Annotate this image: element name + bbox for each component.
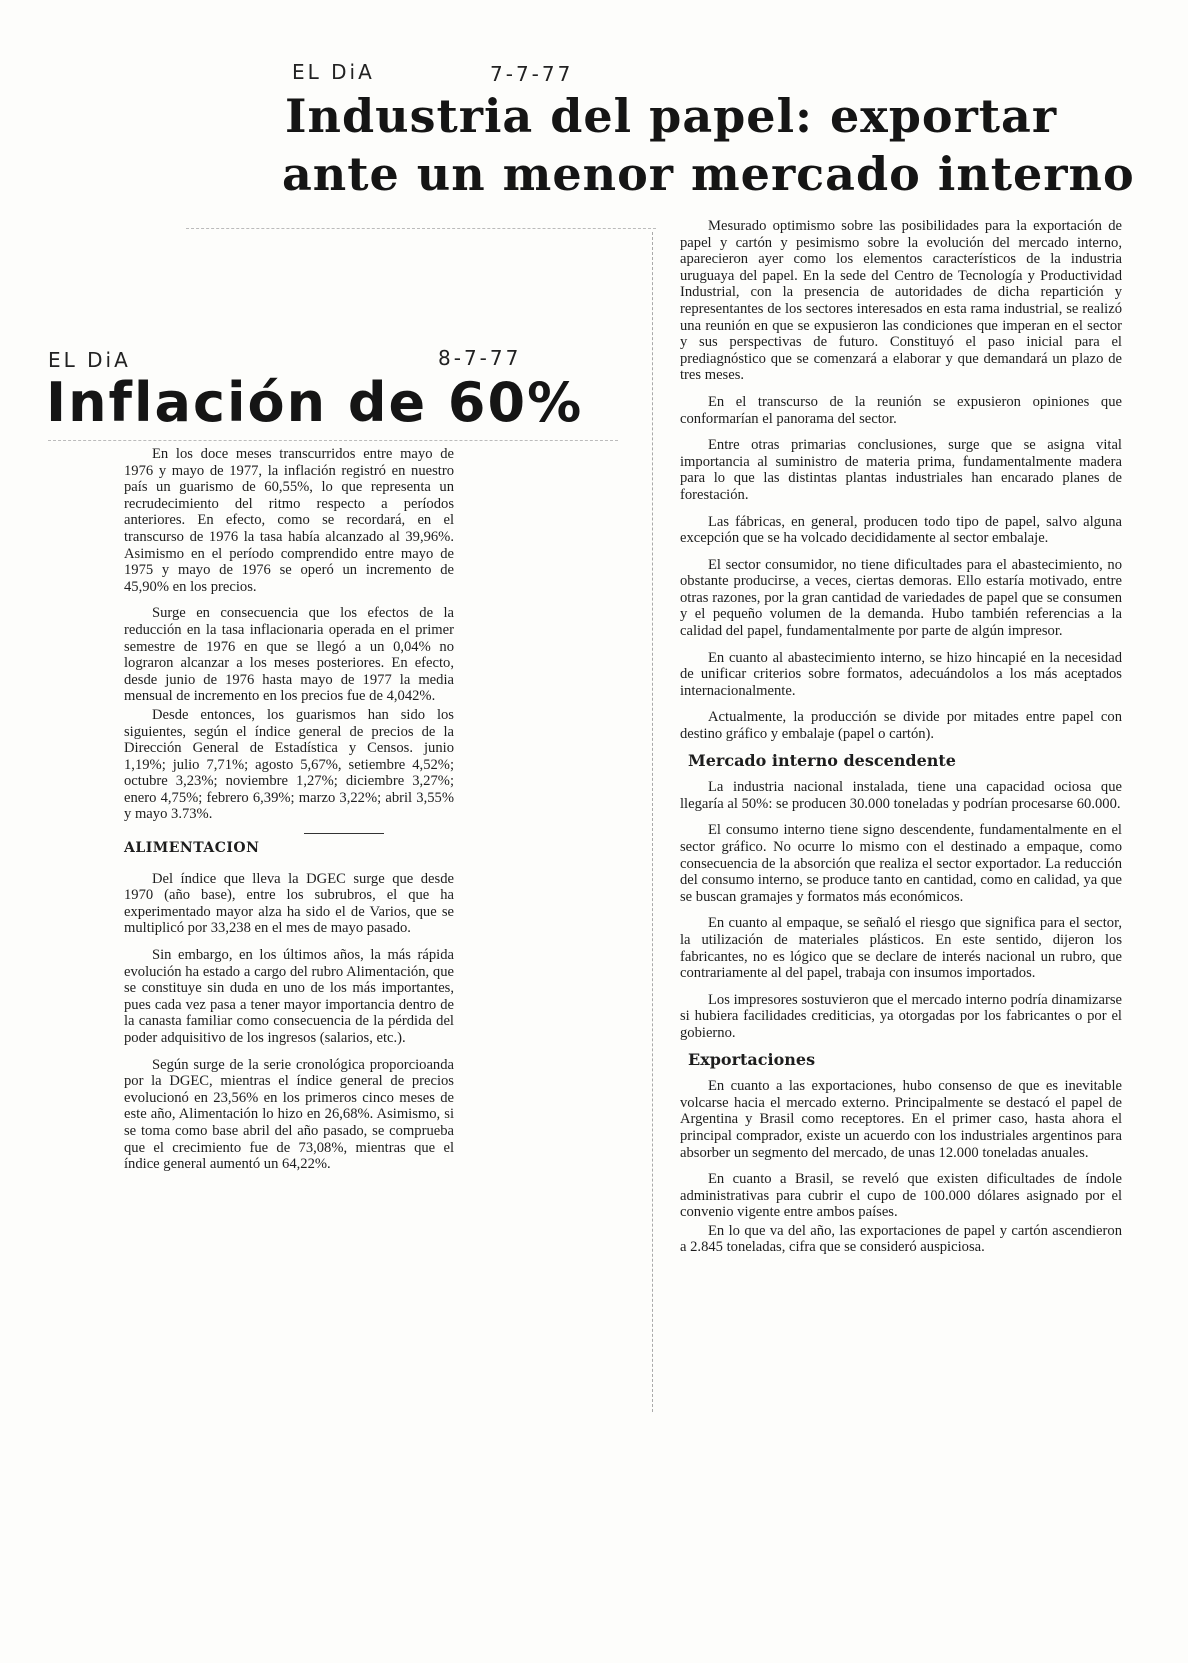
article-2-paragraph: Surge en consecuencia que los efectos de la reducción en la tasa inflacionaria operada en el primer semestre de 1976 en que se llegó a un 0,04% no lograron alcanzar a los meses posteriores. En efecto, desde junio de 1976 hasta mayo de 1977 la media mensual de incremento en los precios fue de 4,042%.: [124, 605, 454, 705]
subhead-exportaciones: Exportaciones: [688, 1049, 816, 1069]
article-2-paragraph: Desde entonces, los guarismos han sido los siguientes, según el índice general de precios de la Dirección General de Estadística y Censos. junio 1,19%; julio 7,71%; agosto 5,67%, setiembre 4,52%; octubre 3,23%; noviembre 1,27%; diciembre 3,27%; enero 4,75%; febrero 6,39%; marzo 3,22%; abril 3,55% y mayo 3.73%.: [124, 706, 454, 823]
clipping-edge: [186, 228, 656, 229]
article-2-paragraph: En los doce meses transcurridos entre mayo de 1976 y mayo de 1977, la inflación registró en nuestro país un guarismo de 60,55%, lo que representa un recrudecimiento del ritmo respecto a períodos anteriores. En efecto, como se recordará, en el transcurso de 1976 la tasa había alcanzado al 39,96%. Asimismo en el período comprendido entre mayo de 1975 y mayo de 1976 se operó un incremento de 45,90% en los precios.: [124, 446, 454, 595]
date-label-2: 8-7-77: [438, 346, 522, 370]
divider: [304, 833, 384, 834]
article-1-title-line-1: Industria del papel: exportar: [285, 89, 1058, 143]
title-underline: [48, 440, 618, 441]
source-label-el-dia-2: EL DiA: [48, 348, 131, 372]
article-2-column: [124, 446, 454, 1183]
mercado-paragraph: El consumo interno tiene signo descendente, fundamentalmente en el sector gráfico. No ocurre lo mismo con el destinado a empaque, como consecuencia de la absorción que realiza el sector exportador. La reducción del consumo interno, se produce tanto en cantidad, como en calidad, ya que se buscan gramajes y formatos más económicos.: [680, 822, 1122, 905]
article-1-paragraph: Mesurado optimismo sobre las posibilidades para la exportación de papel y cartón y pesimismo sobre la evolución del mercado interno, aparecieron ayer como los elementos característicos de la industria uruguaya del papel. En la sede del Centro de Tecnología y Productividad Industrial, con la presencia de autoridades de dicha repartición y representantes de los sectores interesados en esta rama industrial, se realizó una reunión en que se expusieron las condiciones que imperan en el sector y sus perspectivas de futuro. Constituyó el paso inicial para el prediagnóstico que se comenzará a elaborar y que demandará un plazo de tres meses.: [680, 218, 1122, 384]
alimentacion-paragraph: Según surge de la serie cronológica proporcioanda por la DGEC, mientras el índice general de precios evolucionó en 23,56% en los primeros cinco meses de este año, Alimentación lo hizo en 26,68%. Asimismo, si se toma como base abril del año pasado, se comprueba que el crecimiento fue de 73,08%, mientras que el índice general aumentó un 64,22%.: [124, 1056, 454, 1173]
article-1-paragraph: El sector consumidor, no tiene dificultades para el abastecimiento, no obstante producirse, a veces, ciertas demoras. Ello estaría motivado, entre otras razones, por la gran cantidad de variedades de papel que se consumen y el pequeño volumen de la demanda. Hubo también referencias a la calidad del papel, fundamentalmente por parte de algún impresor.: [680, 556, 1122, 640]
article-2-title: Inflación de 60%: [46, 371, 584, 434]
mercado-paragraph: La industria nacional instalada, tiene una capacidad ociosa que llegaría al 50%: se producen 30.000 toneladas y podrían procesarse 60.000.: [680, 779, 1122, 812]
article-1-paragraph: En cuanto al abastecimiento interno, se hizo hincapié en la necesidad de unificar criterios sobre formatos, adecuándolos a los más aceptados internacionalmente.: [680, 649, 1122, 699]
subhead-mercado-interno: Mercado interno descendente: [688, 750, 956, 770]
export-paragraph: En lo que va del año, las exportaciones de papel y cartón ascendieron a 2.845 toneladas, cifra que se consideró auspiciosa.: [680, 1222, 1122, 1256]
date-label-1: 7-7-77: [490, 62, 574, 86]
source-label-el-dia-1: EL DiA: [292, 60, 375, 84]
mercado-paragraph: Los impresores sostuvieron que el mercado interno podría dinamizarse si hubiera facilidades crediticias, ya otorgadas por los fabricantes o por el gobierno.: [680, 991, 1122, 1041]
alimentacion-paragraph: Del índice que lleva la DGEC surge que desde 1970 (año base), entre los subrubros, el que ha experimentado mayor alza ha sido el de Varios, que se multiplicó por 33,238 en el mes de mayo pasado.: [124, 870, 454, 937]
export-paragraph: En cuanto a las exportaciones, hubo consenso de que es inevitable volcarse hacia el mercado externo. Principalmente se destacó el papel de Argentina y Brasil como receptores. En el primer caso, hasta ahora el principal comprador, existe un acuerdo con los industriales argentinos para absorber un segmento del mercado, de unas 12.000 toneladas anuales.: [680, 1078, 1122, 1161]
mercado-paragraph: En cuanto al empaque, se señaló el riesgo que significa para el sector, la utilización de materiales plásticos. En este sentido, dijeron los fabricantes, no es lógico que se declare de interés nacional un rubro, que contrariamente al del papel, trabaja con insumos importados.: [680, 915, 1122, 982]
article-1-title-line-2: ante un menor mercado interno: [282, 147, 1135, 201]
alimentacion-paragraph: Sin embargo, en los últimos años, la más rápida evolución ha estado a cargo del rubro Alimentación, que se constituye sin duda en uno de los más importantes, pues cada vez pasa a tener mayor importancia dentro de la canasta familiar como consecuencia de la pérdida del poder adquisitivo de los ingresos (salarios, etc.).: [124, 947, 454, 1046]
subhead-alimentacion: ALIMENTACION: [124, 840, 260, 857]
article-1-paragraph: Las fábricas, en general, producen todo tipo de papel, salvo alguna excepción que se ha volcado decididamente al sector embalaje.: [680, 513, 1122, 547]
article-1-paragraph: Entre otras primarias conclusiones, surge que se asigna vital importancia al suministro de materia prima, fundamentalmente madera para lo que las distintas plantas industriales han encarado planes de forestación.: [680, 437, 1122, 503]
article-1-paragraph: En el transcurso de la reunión se expusieron opiniones que conformarían el panorama del sector.: [680, 393, 1122, 427]
article-1-column: [680, 218, 1122, 1266]
column-edge: [652, 232, 653, 1412]
export-paragraph: En cuanto a Brasil, se reveló que existen dificultades de índole administrativas para cubrir el cupo de 100.000 dólares asignado por el convenio vigente entre ambos países.: [680, 1171, 1122, 1221]
article-1-paragraph: Actualmente, la producción se divide por mitades entre papel con destino gráfico y embalaje (papel o cartón).: [680, 709, 1122, 743]
